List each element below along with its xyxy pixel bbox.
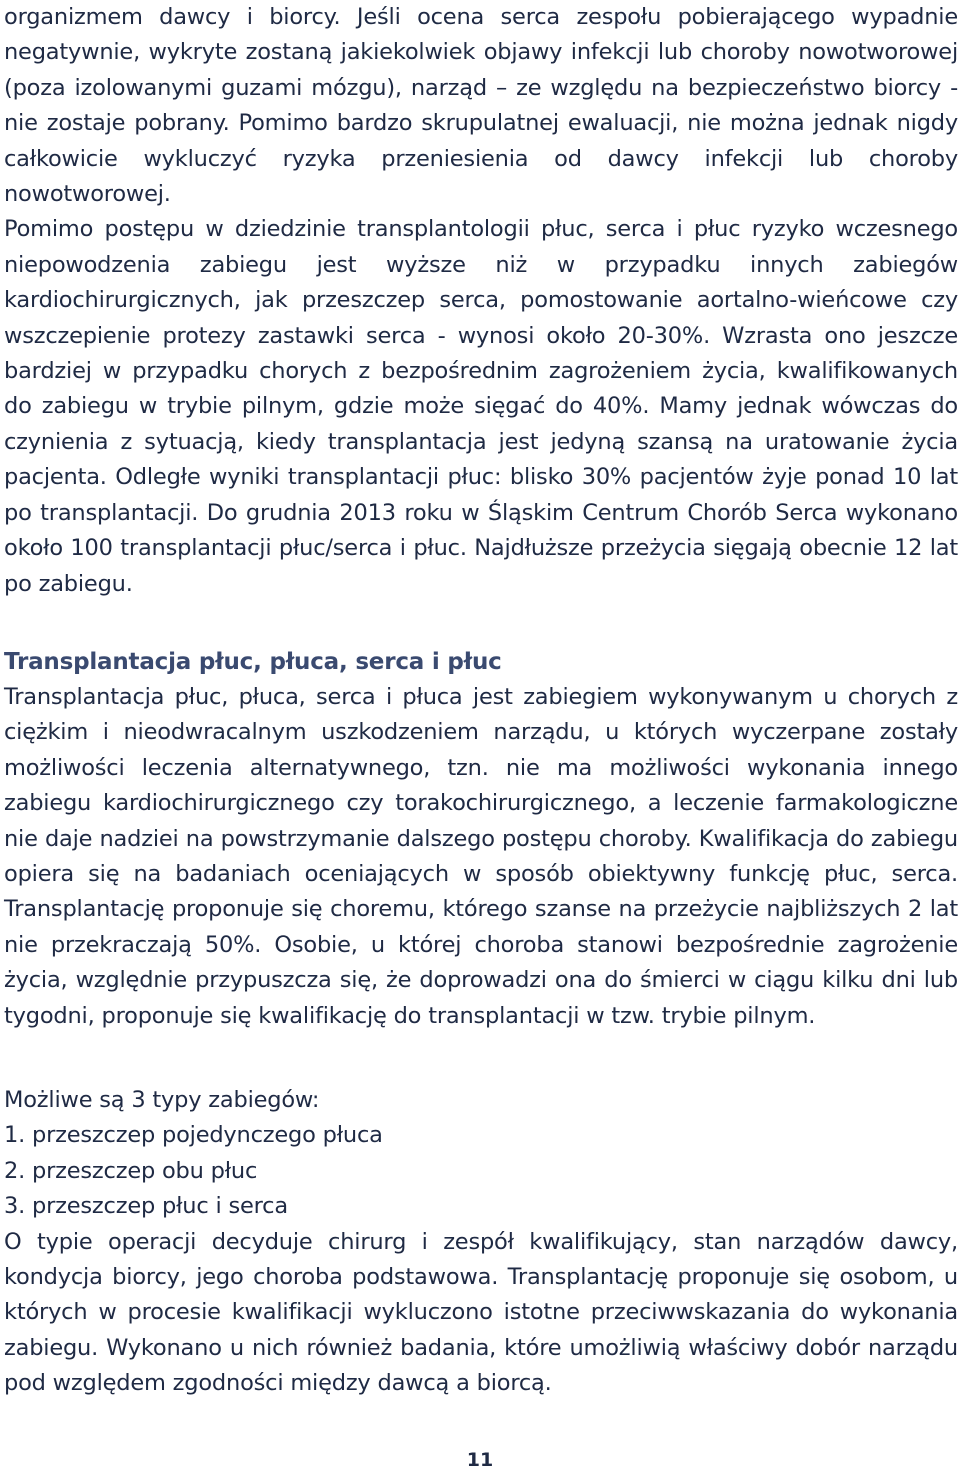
page-number: 11 xyxy=(466,1449,494,1471)
document-page xyxy=(4,0,958,1402)
procedure-types-list xyxy=(4,1118,958,1224)
list-item: 2. przeszczep obu płuc xyxy=(4,1157,258,1184)
paragraph-transplant-description: Transplantacja płuc, płuca, serca i płuca jest zabiegiem wykonywanym u chorych z ciężkim i nieodwracalnym uszkodzeniem narządu, u których wyczerpane zostały możliwości leczenia alternatywnego, tzn. nie ma możliwości wykonania innego zabiegu kardiochirurgicznego czy torakochirurgicznego, a leczenie farmakologiczne nie daje nadziei na powstrzymanie dalszego postępu choroby. Kwalifikacja do zabiegu opiera się na badaniach oceniających w sposób obiektywny funkcję płuc, serca. Transplantację proponuje się choremu, którego szanse na przeżycie najbliższych 2 lat nie przekraczają 50%. Osobie, u której choroba stanowi bezpośrednie zagrożenie życia, względnie przypuszcza się, że doprowadzi ona do śmierci w ciągu kilku dni lub tygodni, proponuje się kwalifikację do transplantacji w tzw. trybie pilnym. xyxy=(4,683,958,1029)
section-heading: Transplantacja płuc, płuca, serca i płuc xyxy=(4,648,502,675)
paragraph-transplant-risk: Pomimo postępu w dziedzinie transplantologii płuc, serca i płuc ryzyko wczesnego niepowodzenia zabiegu jest wyższe niż w przypadku innych zabiegów kardiochirurgicznych, jak przeszczep serca, pomostowanie aortalno-wieńcowe czy wszczepienie protezy zastawki serca - wynosi około 20-30%. Wzrasta ono jeszcze bardziej w przypadku chorych z bezpośrednim zagrożeniem życia, kwalifikowanych do zabiegu w trybie pilnym, gdzie może sięgać do 40%. Mamy jednak wówczas do czynienia z sytuacją, kiedy transplantacja jest jedyną szansą na uratowanie życia pacjenta. Odległe wyniki transplantacji płuc: blisko 30% pacjentów żyje ponad 10 lat po transplantacji. Do grudnia 2013 roku w Śląskim Centrum Chorób Serca wykonano około 100 transplantacji płuc/serca i płuc. Najdłuższe przeżycia sięgają obecnie 12 lat po zabiegu. xyxy=(4,216,958,597)
procedure-types-heading: Możliwe są 3 typy zabiegów: xyxy=(4,1086,320,1113)
paragraph-operation-decision: O typie operacji decyduje chirurg i zespół kwalifikujący, stan narządów dawcy, kondycja biorcy, jego choroba podstawowa. Transplantację proponuje się osobom, u których w procesie kwalifikacji wykluczono istotne przeciwwskazania do wykonania zabiegu. Wykonano u nich również badania, które umożliwią właściwy dobór narządu pod względem zgodności między dawcą a biorcą. xyxy=(4,1228,958,1397)
list-item: 3. przeszczep płuc i serca xyxy=(4,1193,288,1220)
list-item: 1. przeszczep pojedynczego płuca xyxy=(4,1122,383,1149)
paragraph-donor-evaluation: organizmem dawcy i biorcy. Jeśli ocena serca zespołu pobierającego wypadnie negatywnie, wykryte zostaną jakiekolwiek objawy infekcji lub choroby nowotworowej (poza izolowanymi guzami mózgu), narząd – ze względu na bezpieczeństwo biorcy - nie zostaje pobrany. Pomimo bardzo skrupulatnej ewaluacji, nie można jednak nigdy całkowicie wykluczyć ryzyka przeniesienia od dawcy infekcji lub choroby nowotworowej. xyxy=(4,4,958,208)
